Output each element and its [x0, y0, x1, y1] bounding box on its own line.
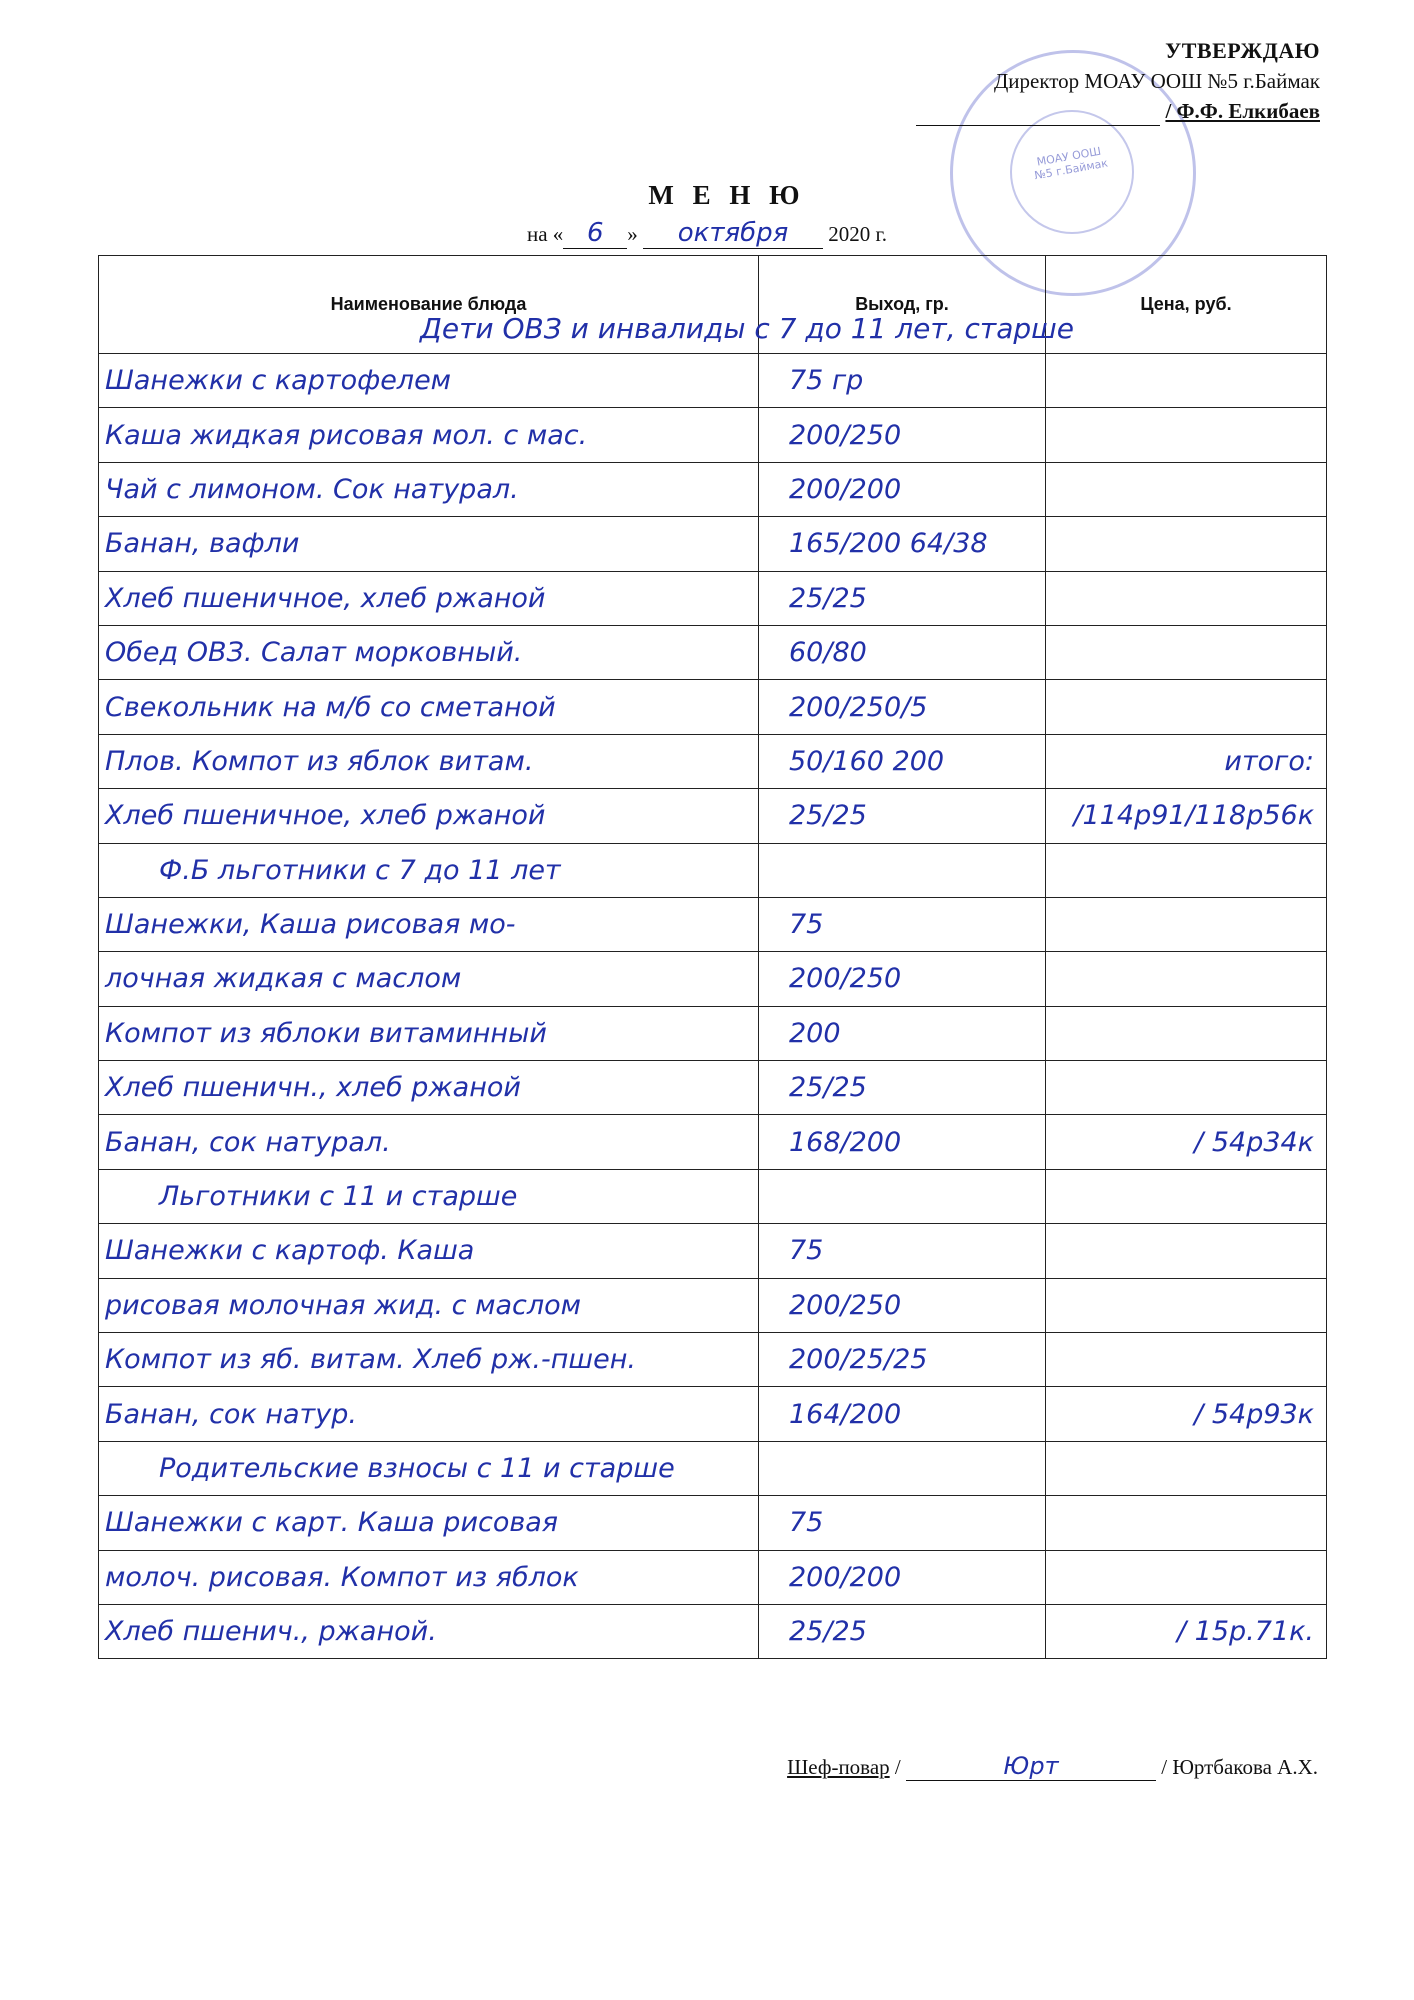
dish-name: Компот из яб. витам. Хлеб рж.-пшен.	[99, 1333, 759, 1387]
footer-signature	[787, 1752, 1318, 1781]
dish-name: Каша жидкая рисовая мол. с мас.	[99, 408, 759, 462]
table-row	[99, 680, 1327, 734]
table-row	[99, 952, 1327, 1006]
table-row	[99, 1278, 1327, 1332]
dish-weight: 50/160 200	[759, 734, 1046, 788]
director-name: / Ф.Ф. Елкибаев	[1165, 99, 1320, 123]
page-title: М Е Н Ю	[648, 180, 806, 210]
table-row	[99, 1224, 1327, 1278]
dish-name: Чай с лимоном. Сок натурал.	[99, 462, 759, 516]
header-price: Цена, руб.	[1046, 256, 1327, 354]
dish-weight: 200/200	[759, 462, 1046, 516]
dish-weight	[759, 843, 1046, 897]
dish-name: Хлеб пшенич., ржаной.	[99, 1604, 759, 1658]
dish-price: /114р91/118р56к	[1046, 789, 1327, 843]
dish-weight: 75	[759, 1224, 1046, 1278]
dish-weight	[759, 1169, 1046, 1223]
dish-name: молоч. рисовая. Компот из яблок	[99, 1550, 759, 1604]
approval-signature-line	[916, 96, 1320, 126]
dish-name: Шанежки с карт. Каша рисовая	[99, 1496, 759, 1550]
dish-weight: 25/25	[759, 789, 1046, 843]
dish-name: Хлеб пшеничное, хлеб ржаной	[99, 789, 759, 843]
dish-weight: 164/200	[759, 1387, 1046, 1441]
table-row	[99, 789, 1327, 843]
approval-position: Директор МОАУ ООШ №5 г.Баймак	[993, 69, 1320, 93]
dish-price	[1046, 517, 1327, 571]
table-row	[99, 1006, 1327, 1060]
dish-name: Шанежки, Каша рисовая мо-	[99, 897, 759, 951]
dish-price	[1046, 897, 1327, 951]
dish-name: Шанежки с картоф. Каша	[99, 1224, 759, 1278]
table-row	[99, 734, 1327, 788]
dish-weight: 200/25/25	[759, 1333, 1046, 1387]
table-row	[99, 1061, 1327, 1115]
dish-weight: 25/25	[759, 1604, 1046, 1658]
table-row	[99, 1115, 1327, 1169]
chef-label: Шеф-повар	[787, 1755, 890, 1779]
table-row	[99, 354, 1327, 408]
menu-date	[0, 218, 1414, 249]
dish-price: / 54р93к	[1046, 1387, 1327, 1441]
category-banner: Дети ОВЗ и инвалиды с 7 до 11 лет, старше	[420, 312, 1074, 345]
date-year: 2020 г.	[828, 222, 888, 246]
dish-price: / 15р.71к.	[1046, 1604, 1327, 1658]
dish-price	[1046, 1441, 1327, 1495]
date-day: 6	[563, 218, 627, 249]
date-mid: »	[627, 222, 638, 246]
section-row	[99, 1169, 1327, 1223]
dish-weight: 200/250	[759, 408, 1046, 462]
dish-weight: 200/250	[759, 1278, 1046, 1332]
dish-weight: 200/250/5	[759, 680, 1046, 734]
chef-name: / Юртбакова А.Х.	[1161, 1755, 1318, 1779]
dish-price	[1046, 1224, 1327, 1278]
table-row	[99, 1333, 1327, 1387]
dish-price	[1046, 408, 1327, 462]
dish-name: лочная жидкая с маслом	[99, 952, 759, 1006]
dish-weight: 75	[759, 1496, 1046, 1550]
section-title: Родительские взносы с 11 и старше	[99, 1441, 759, 1495]
dish-name: Банан, вафли	[99, 517, 759, 571]
dish-name: Хлеб пшеничн., хлеб ржаной	[99, 1061, 759, 1115]
dish-price: / 54р34к	[1046, 1115, 1327, 1169]
section-title: Ф.Б льготники с 7 до 11 лет	[99, 843, 759, 897]
dish-name: Банан, сок натур.	[99, 1387, 759, 1441]
stamp-center-text: МОАУ ООШ №5 г.Баймак	[1033, 144, 1109, 183]
dish-price	[1046, 571, 1327, 625]
dish-price	[1046, 1006, 1327, 1060]
dish-weight: 168/200	[759, 1115, 1046, 1169]
dish-weight: 165/200 64/38	[759, 517, 1046, 571]
dish-price	[1046, 354, 1327, 408]
table-row	[99, 1496, 1327, 1550]
dish-weight: 200/250	[759, 952, 1046, 1006]
table-row	[99, 1604, 1327, 1658]
dish-weight: 200/200	[759, 1550, 1046, 1604]
date-prefix: на «	[526, 222, 564, 246]
dish-name: Банан, сок натурал.	[99, 1115, 759, 1169]
dish-price	[1046, 1061, 1327, 1115]
dish-name: Хлеб пшеничное, хлеб ржаной	[99, 571, 759, 625]
dish-name: Шанежки с картофелем	[99, 354, 759, 408]
dish-price	[1046, 1169, 1327, 1223]
table-row	[99, 1387, 1327, 1441]
dish-weight: 75 гр	[759, 354, 1046, 408]
header-weight: Выход, гр.	[759, 256, 1046, 354]
menu-table	[98, 255, 1327, 1659]
dish-weight	[759, 1441, 1046, 1495]
approval-title: УТВЕРЖДАЮ	[1165, 38, 1320, 63]
dish-price	[1046, 843, 1327, 897]
section-row	[99, 1441, 1327, 1495]
dish-price: итого:	[1046, 734, 1327, 788]
dish-price	[1046, 1496, 1327, 1550]
dish-name: Плов. Компот из яблок витам.	[99, 734, 759, 788]
dish-price	[1046, 625, 1327, 679]
chef-sep: /	[894, 1755, 901, 1779]
approval-block	[916, 36, 1320, 126]
dish-name: Свекольник на м/б со сметаной	[99, 680, 759, 734]
section-title: Льготники с 11 и старше	[99, 1169, 759, 1223]
table-row	[99, 897, 1327, 951]
chef-signature: Юрт	[906, 1752, 1156, 1781]
dish-weight: 25/25	[759, 571, 1046, 625]
table-row	[99, 571, 1327, 625]
dish-name: Компот из яблоки витаминный	[99, 1006, 759, 1060]
header-dish: Наименование блюда	[99, 256, 759, 354]
menu-table-body	[99, 354, 1327, 1659]
dish-price	[1046, 1550, 1327, 1604]
table-row	[99, 625, 1327, 679]
table-row	[99, 462, 1327, 516]
dish-price	[1046, 680, 1327, 734]
dish-price	[1046, 1333, 1327, 1387]
director-signature-field	[916, 103, 1160, 126]
dish-name: Обед ОВЗ. Салат морковный.	[99, 625, 759, 679]
table-row	[99, 517, 1327, 571]
table-row	[99, 1550, 1327, 1604]
dish-weight: 60/80	[759, 625, 1046, 679]
section-row	[99, 843, 1327, 897]
dish-name: рисовая молочная жид. с маслом	[99, 1278, 759, 1332]
dish-price	[1046, 952, 1327, 1006]
table-row	[99, 408, 1327, 462]
dish-price	[1046, 462, 1327, 516]
dish-weight: 200	[759, 1006, 1046, 1060]
dish-price	[1046, 1278, 1327, 1332]
dish-weight: 75	[759, 897, 1046, 951]
date-month: октября	[643, 218, 823, 249]
dish-weight: 25/25	[759, 1061, 1046, 1115]
